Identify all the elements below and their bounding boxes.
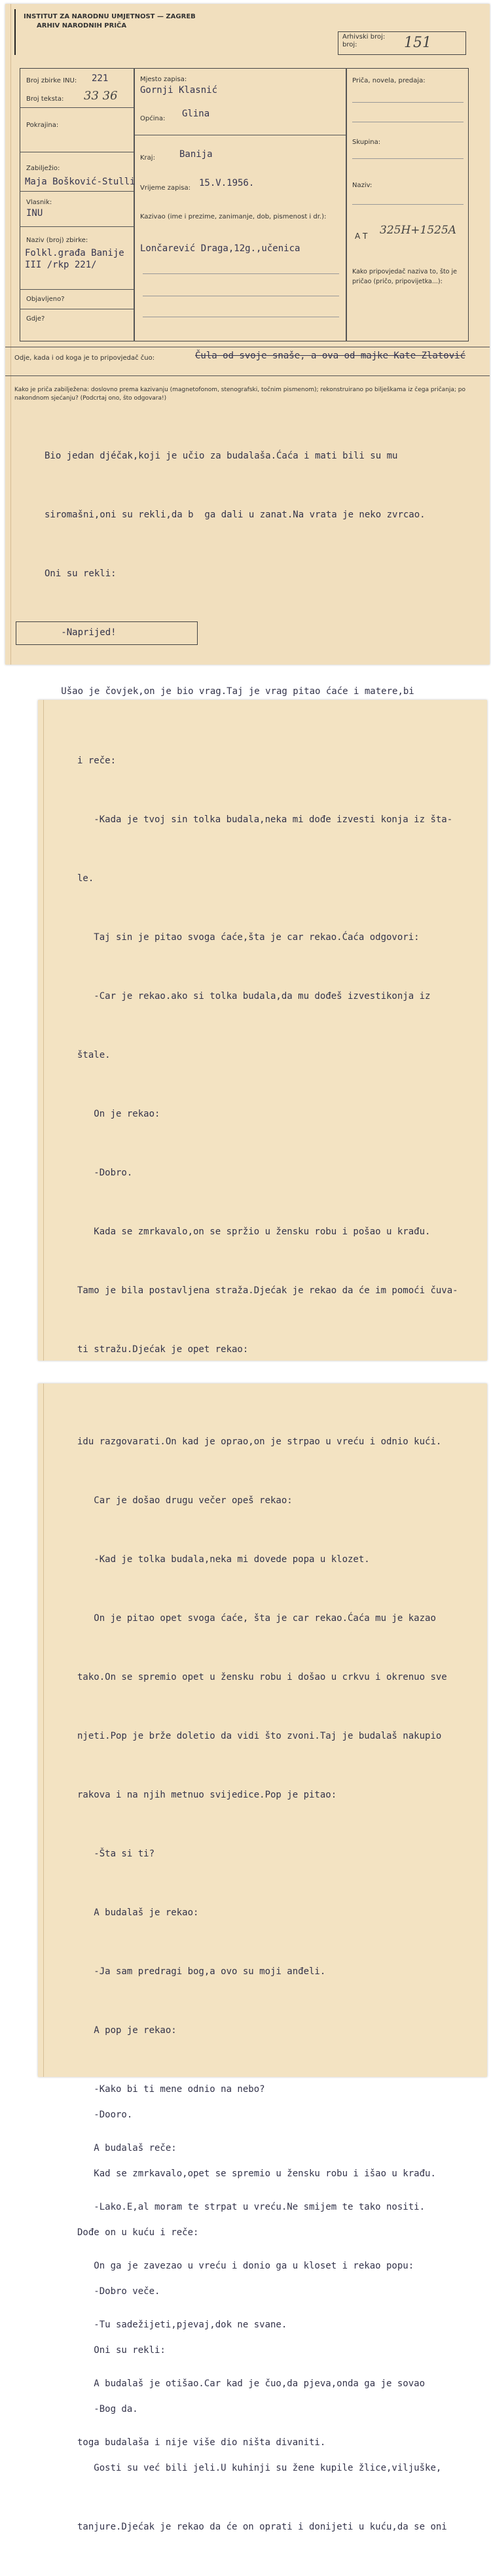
municipality-label: Općina:	[140, 115, 166, 122]
story-line: -Ja sam predragi bog,a ovo su moji anđeli.	[77, 1966, 326, 1977]
rule	[143, 273, 339, 274]
archive-number-sub: broj:	[342, 41, 357, 48]
institute-name: INSTITUT ZA NARODNU UMJETNOST — ZAGREB	[24, 13, 196, 20]
at-label: A T	[355, 232, 368, 241]
story-line: -Dobro.	[77, 1168, 133, 1178]
story-line: -Kad je tolka budala,neka mi dovede popa u klozet.	[77, 1554, 370, 1565]
district-label: Kraj:	[140, 154, 155, 162]
place-label: Mjesto zapisa:	[140, 76, 187, 83]
story-line: -Naprijed!	[45, 627, 117, 638]
story-line: Oni su rekli:	[45, 568, 117, 579]
story-line: On ga je zavezao u vreću i donio ga u kloset i rekao popu:	[77, 2261, 414, 2271]
story-line: le.	[77, 873, 94, 884]
story-line: -Tu sadežijeti,pjevaj,dok ne svane.	[77, 2320, 287, 2330]
story-line: -Dooro.	[77, 2110, 133, 2120]
story-line: On je rekao:	[77, 1109, 160, 1119]
story-line: A pop je rekao:	[77, 2025, 177, 2036]
genre-label: Priča, novela, predaja:	[352, 77, 426, 84]
story-line: Car je došao drugu večer opeš rekao:	[77, 1495, 293, 1506]
municipality: Glina	[182, 109, 210, 119]
story-line: Kada se zmrkavalo,on se spržio u žensku robu i pošao u krađu.	[77, 1227, 431, 1237]
date-label: Vrijeme zapisa:	[140, 184, 191, 192]
left-margin-bar	[14, 9, 16, 55]
rule	[20, 107, 134, 108]
story-line: A budalaš je rekao:	[77, 1907, 199, 1918]
date: 15.V.1956.	[199, 178, 255, 188]
deposited-label: Vlasnik:	[26, 199, 52, 206]
form-card	[20, 68, 469, 341]
story-line: -Kako bi ti mene odnio na nebo?	[77, 2084, 265, 2095]
footer-box	[16, 621, 198, 645]
collection-no-label: Broj zbirke INU:	[26, 77, 77, 84]
story-line: Kad se zmrkavalo,opet se spremio u žensku robu i išao u krađu.	[77, 2168, 436, 2179]
story-line: idu razgovarati.On kad je oprao,on je strpao u vreću i odnio kući.	[77, 1436, 442, 1447]
story-line: -Šta si ti?	[77, 1849, 155, 1859]
story-line: siromašni,oni su rekli,da b ga dali u zanat.Na vrata je neko zvrcao.	[45, 510, 426, 520]
rule	[5, 375, 490, 376]
text-no: 33 36	[84, 89, 118, 103]
story-page-3	[77, 1393, 447, 2492]
story-line: štale.	[77, 1050, 111, 1060]
story-line: njeti.Pop je brže doletio da vidi što zvoni.Taj je budalaš nakupio	[77, 1731, 442, 1741]
at-value: 325H+1525A	[380, 224, 457, 237]
form-divider-1	[134, 68, 135, 341]
archive-number-label: Arhivski broj:	[342, 33, 386, 41]
collection-name: Folkl.građa Banije III /rkp 221/	[25, 248, 124, 270]
page-1	[5, 4, 490, 697]
where-label: Gdje?	[26, 315, 45, 322]
story-line: A budalaš reče:	[77, 2143, 177, 2153]
district: Banija	[179, 149, 213, 160]
rule	[352, 158, 464, 159]
rule	[352, 204, 464, 205]
rule	[20, 226, 134, 227]
collection-no: 221	[92, 73, 109, 84]
story-line: Tamo je bila postavljena straža.Djećak je rekao da će im pomoći čuva-	[77, 1285, 458, 1296]
archive-number: 151	[404, 35, 431, 51]
title-label: Naziv:	[352, 182, 373, 189]
deposited: INU	[26, 208, 43, 218]
story-line: A budalaš je otišao.Car kad je čuo,da pjeva,onda ga je sovao	[77, 2378, 426, 2389]
story-line: rakova i na njih metnuo svijedice.Pop je pitao:	[77, 1790, 337, 1800]
story-line: Taj sin je pitao svoga ćaće,šta je car rekao.Ćaća odgovori:	[77, 932, 420, 943]
story-line: -Dobro veče.	[77, 2286, 160, 2297]
published-label: Objavljeno?	[26, 296, 65, 303]
recorder: Maja Bošković-Stulli	[25, 177, 136, 187]
form-divider-2	[346, 68, 347, 341]
region-label: Pokrajina:	[26, 122, 59, 129]
source: Čula od svoje snaše, a ova od majke Kate Zlatović	[195, 351, 466, 361]
rule	[20, 289, 134, 290]
story-line: ti stražu.Djećak je opet rekao:	[77, 1344, 249, 1355]
story-line: -Kada je tvoj sin tolka budala,neka mi dođe izvesti konja iz šta-	[77, 814, 453, 825]
story-line: -Car je rekao.ako si tolka budala,da mu dođeš izvestikonja iz	[77, 991, 431, 1001]
story-line: i reče:	[77, 756, 117, 766]
rule	[20, 191, 134, 192]
source-label: Odje, kada i od koga je to pripovjedač čuo:	[14, 355, 155, 362]
collection-name-label: Naziv (broj) zbirke:	[26, 237, 88, 244]
story-line: tako.On se spremio opet u žensku robu i došao u crkvu i okrenuo sve	[77, 1672, 447, 1682]
narrator: Lončarević Draga,12g.,učenica	[140, 243, 300, 254]
story-line: Bio jedan djéčak,koji je učio za budalaša.Ćaća i mati bili su mu	[45, 451, 398, 461]
story-line: Gosti su već bili jeli.U kuhinji su žene kupile žlice,viljuške,	[77, 2463, 442, 2473]
rule	[352, 102, 464, 103]
story-line: Dođe on u kuću i reče:	[77, 2227, 199, 2238]
archive-name: ARHIV NARODNIH PRIČA	[37, 22, 127, 29]
story-line: Ušao je čovjek,on je bio vrag.Taj je vrag pitao ćaće i matere,bi	[45, 686, 414, 697]
narrator-label: Kazivao (ime i prezime, zanimanje, dob, pismenost i dr.):	[140, 213, 327, 220]
how-label: Kako pripovjedač naziva to, što je pričao (pričo, pripovijetka...):	[352, 268, 457, 285]
method-label: Kako je priča zabilježena: doslovno prema kazivanju (magnetofonom, stenografski, točnim pismenom); rekonstruirano po bilješkama iz čega pričanja; po nakondnom sjećanju? (Podcrtaj ono, što odgovara!)	[14, 387, 466, 402]
story-line: tanjure.Djećak je rekao da će on oprati i donijeti u kuću,da se oni	[77, 2522, 447, 2532]
text-no-label: Broj teksta:	[26, 96, 64, 103]
story-line: On je pitao opet svoga ćaće, šta je car rekao.Ćaća mu je kazao	[77, 1613, 436, 1624]
story-line: -Bog da.	[77, 2404, 138, 2414]
archive-number-box	[338, 31, 466, 55]
group-label: Skupina:	[352, 139, 381, 146]
story-line: toga budalaša i nije više dio ništa divaniti.	[77, 2437, 326, 2448]
place: Gornji Klasnić	[140, 85, 218, 96]
recorder-label: Zabilježio:	[26, 165, 60, 172]
story-line: -Lako.E,al moram te strpat u vreću.Ne smijem te tako nositi.	[77, 2202, 426, 2212]
story-line: Oni su rekli:	[77, 2345, 166, 2356]
